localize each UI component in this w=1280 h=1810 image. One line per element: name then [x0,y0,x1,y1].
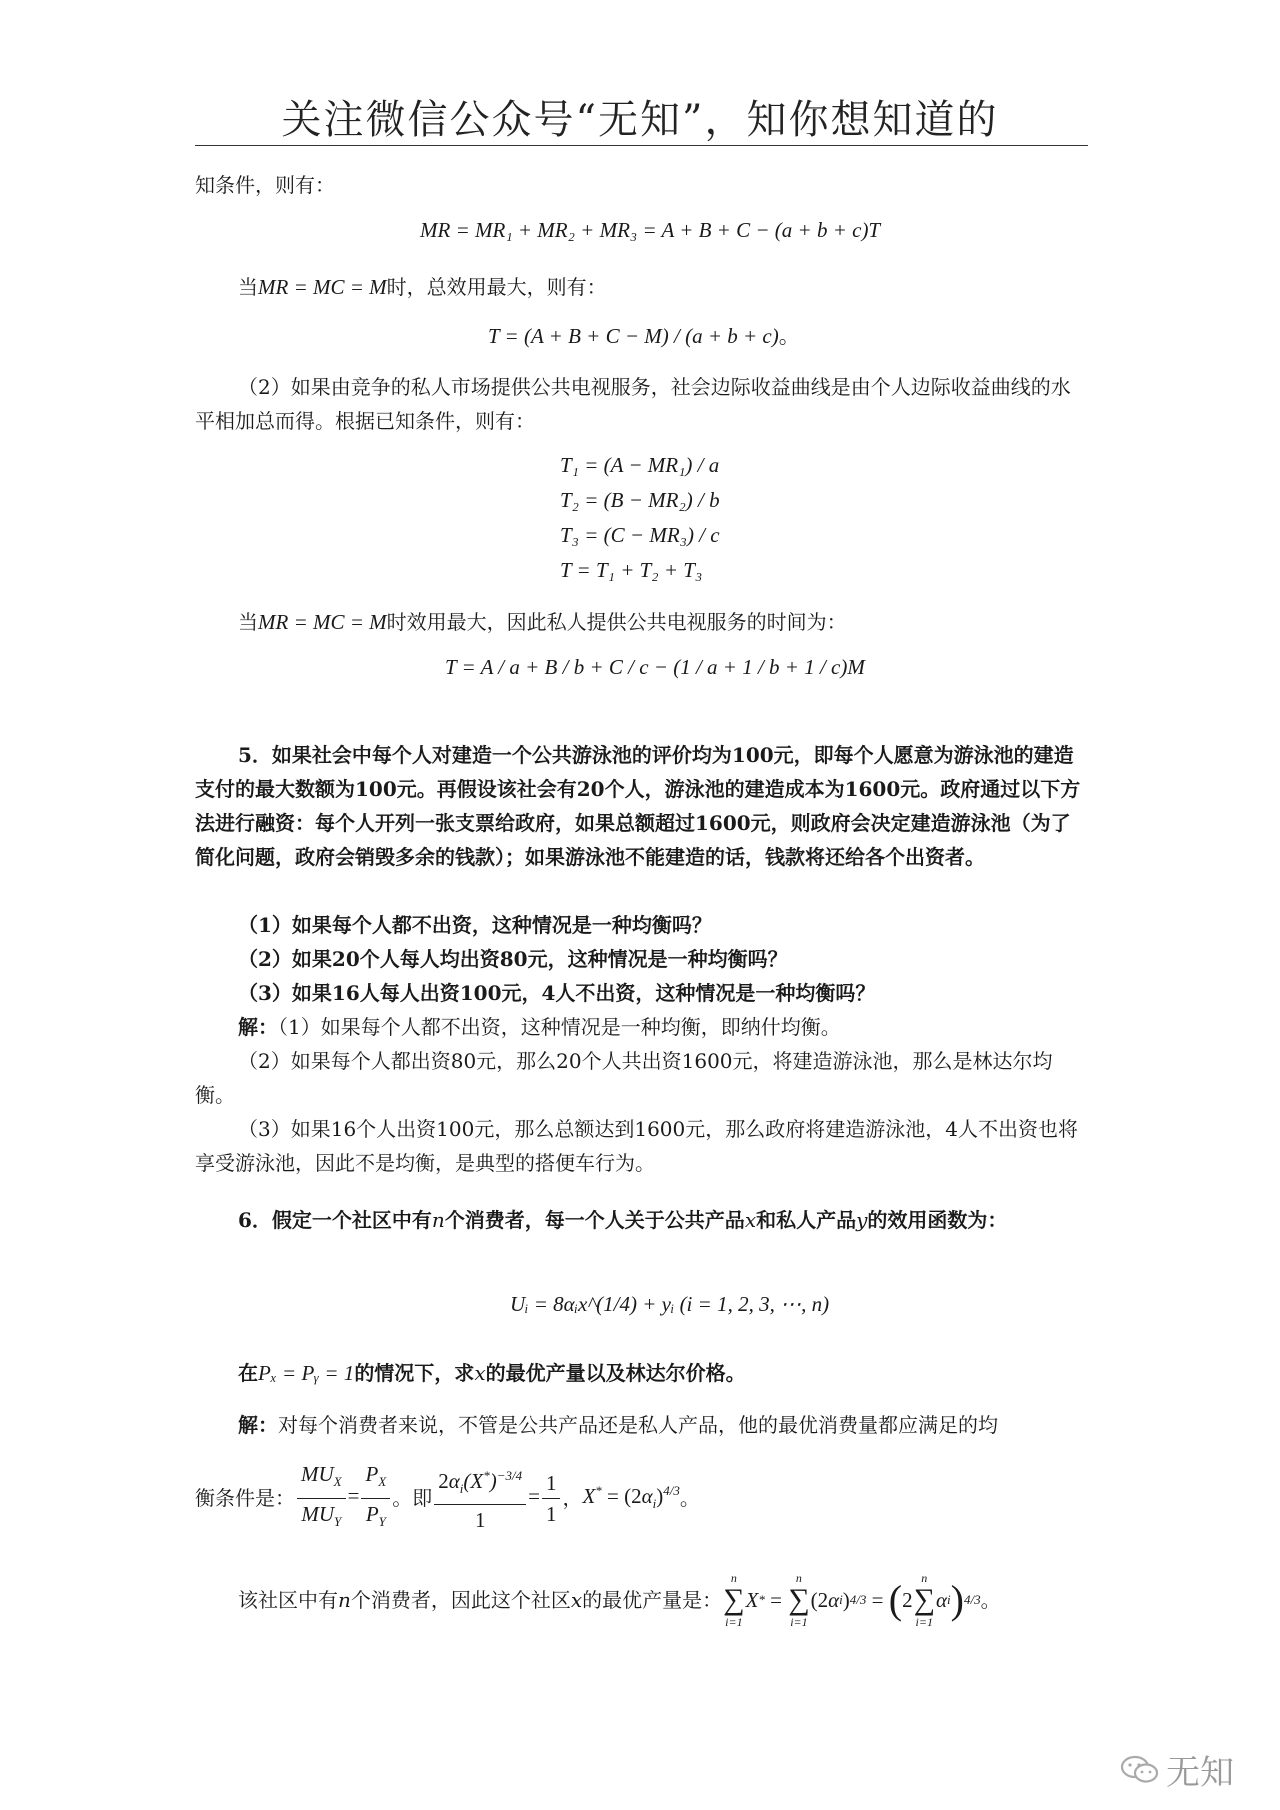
paragraph-private-market: （2）如果由竞争的私人市场提供公共电视服务，社会边际收益曲线是由个人边际收益曲线的水平相加总而得。根据已知条件，则有： [195,375,1071,433]
answer-6-line-1: 解：对每个消费者来说，不管是公共产品还是私人产品，他的最优消费量都应满足的均 [238,1413,998,1437]
answer-5-3: （3）如果16个人出资100元，那么总额达到1600元，那么政府将建造游泳池，4人不出资也将享受游泳池，因此不是均衡，是典型的搭便车行为。 [195,1117,1078,1175]
equation-inline: Pₓ = Pᵧ = 1 [258,1361,355,1385]
equation-t1: T₁ = (A − MR₁) / a [560,453,720,477]
text-line: 当MR = MC = M时，总效用最大，则有： [238,275,607,299]
equation-t-sum: T = T₁ + T₂ + T₃ [560,558,703,582]
equation-optimal-output: n ∑ i=1 X * = n ∑ i=1 (2 α i ) 4/3 = ( 2 n ∑ i=1 α i ) 4/3 [723,1571,981,1629]
question-5-sub-2: （2）如果20个人每人均出资80元，这种情况是一种均衡吗？ [238,947,788,971]
question-6: 6．假定一个社区中有n个消费者，每一个人关于公共产品x和私人产品y的效用函数为： [238,1208,1008,1232]
equation-t3: T₃ = (C − MR₃) / c [560,523,720,547]
question-6-condition: 在Pₓ = Pᵧ = 1的情况下，求x的最优产量以及林达尔价格。 [238,1361,746,1385]
text-line: 当MR = MC = M时效用最大，因此私人提供公共电视服务的时间为： [238,610,847,634]
answer-label: 解： [238,1015,278,1039]
text-line: 知条件，则有： [195,173,335,197]
equation-optimal-t: T = (A + B + C − M) / (a + b + c)。 [488,324,800,348]
question-5-sub-3: （3）如果16人每人出资100元，4人不出资，这种情况是一种均衡吗？ [238,981,876,1005]
wechat-icon [1120,1754,1160,1795]
answer-6-line-3: 该社区中有 n 个消费者，因此这个社区 x 的最优产量是： n ∑ i=1 X * = n ∑ i=1 (2 α i ) 4/3 = ( 2 n ∑ i=1 α i ) 4/3 。 [238,1571,1001,1629]
equation-t2: T₂ = (B − MR₂) / b [560,488,720,512]
equation-private-time: T = A / a + B / b + C / c − (1 / a + 1 / b + 1 / c)M [445,655,865,679]
equation-mu-ratio: $\frac{MU_X}{MU_Y}$ = $\frac{P_X}{P_Y}$ [295,1460,392,1535]
question-5: 5．如果社会中每个人对建造一个公共游泳池的评价均为100元，即每个人愿意为游泳池的建造支付的最大数额为100元。再假设该社会有20个人，游泳池的建造成本为1600元。政府通过以下方法进行融资：每个人开列一张支票给政府，如果总额超过1600元，则政府会决定建造游泳池（为了简化问题，政府会销毁多余的钱款）；如果游泳池不能建造的话，钱款将还给各个出资者。 [195,743,1081,869]
page-header-title: 关注微信公众号“无知”，知你想知道的 [281,97,999,143]
equation-x-star: $X^* = (2\alpha_i)^{4/3}$ [582,1483,680,1512]
equation-foc: $\frac{2\alpha_i(X^*)^{-3/4}}{1}$ = $\frac{1}{1}$ [432,1462,562,1534]
answer-6-line-2: 衡条件是： $\frac{MU_X}{MU_Y}$ = $\frac{P_X}{P_Y}$ 。即 $\frac{2\alpha_i(X^*)^{-3/4}}{1}$ = $\frac{1}{1}$ ， $X^* = (2\alpha_i)^{4/3}$ 。 [195,1458,700,1538]
equation-inline: MR = MC = M [258,275,387,299]
header-divider [195,145,1088,146]
equation-inline: MR = MC = M [258,610,387,634]
watermark [1120,1745,1234,1795]
equation-utility: Uᵢ = 8αᵢx^(1/4) + yᵢ (i = 1, 2, 3, ⋯, n) [510,1292,830,1316]
answer-5-2: （2）如果每个人都出资80元，那么20个人共出资1600元，将建造游泳池，那么是林达尔均衡。 [195,1049,1053,1107]
watermark-text: 无知 [1166,1753,1234,1793]
equation-total-mr: MR = MR₁ + MR₂ + MR₃ = A + B + C − (a + b + c)T [420,218,881,242]
question-5-sub-1: （1）如果每个人都不出资，这种情况是一种均衡吗？ [238,913,712,937]
answer-5-1: 解：（1）如果每个人都不出资，这种情况是一种均衡，即纳什均衡。 [238,1015,841,1039]
answer-label: 解： [238,1413,278,1437]
